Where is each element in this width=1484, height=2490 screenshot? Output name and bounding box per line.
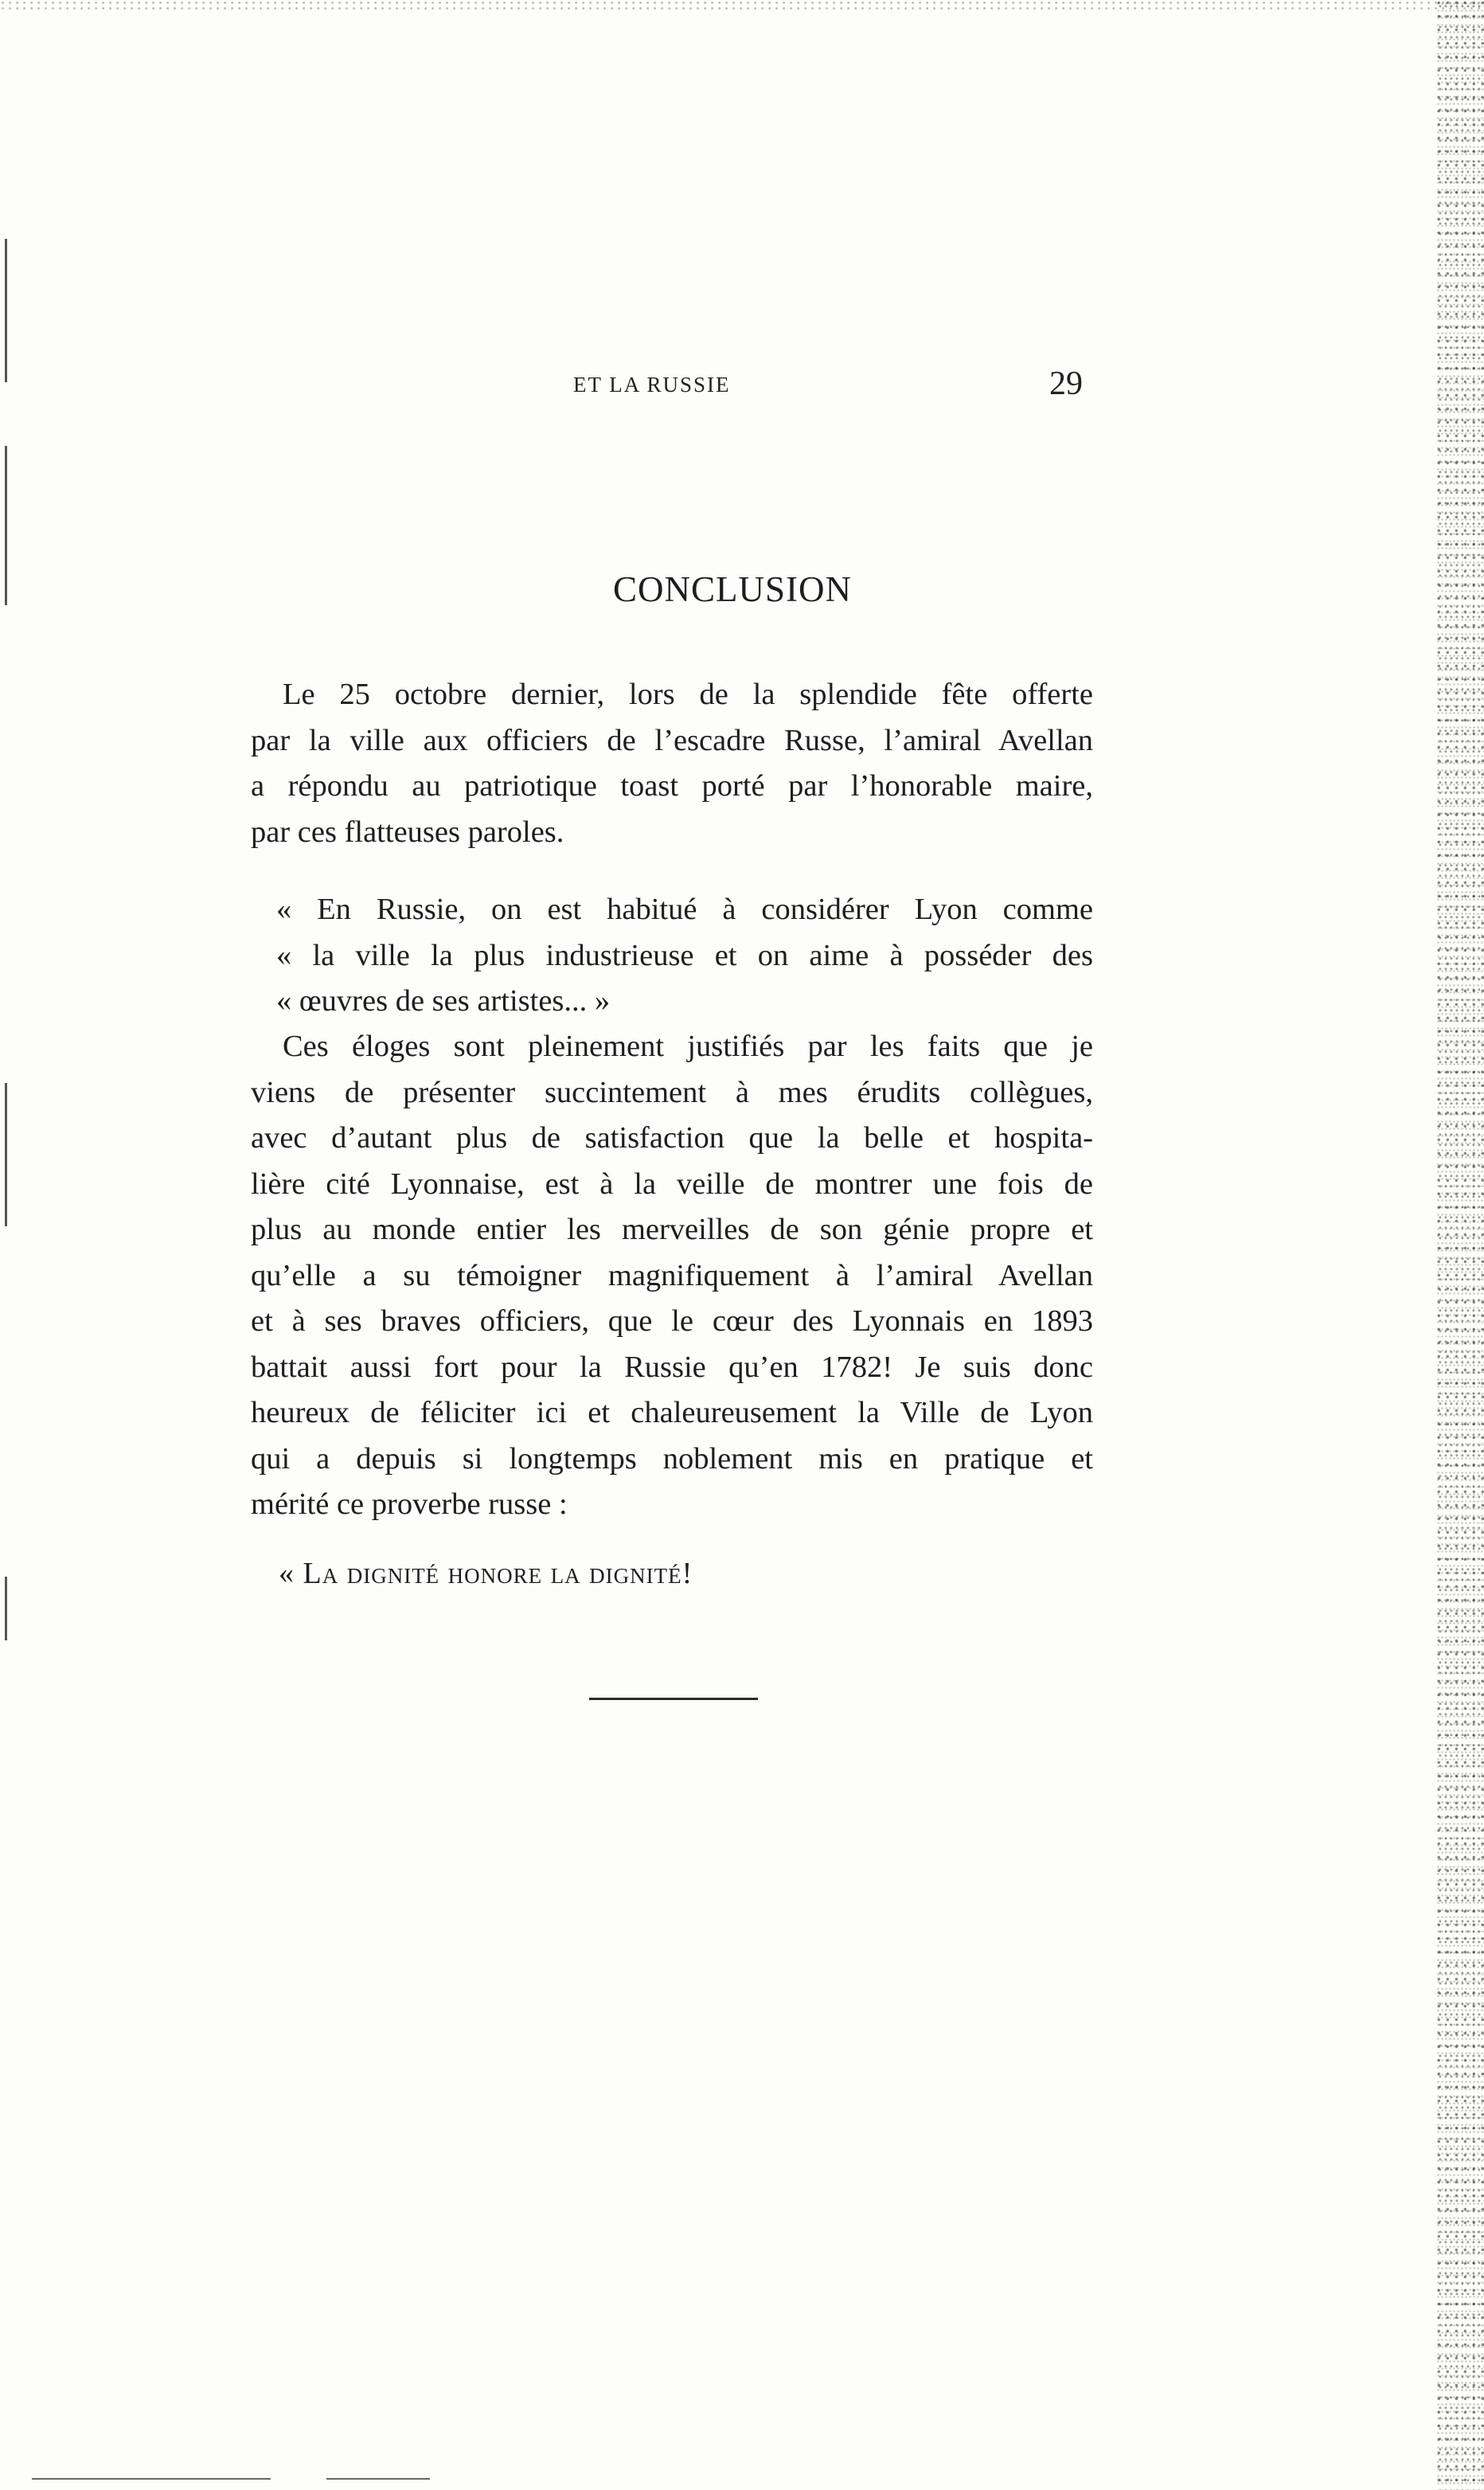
section-title-text: CONCLUSION <box>612 569 853 609</box>
running-head: ET LA RUSSIE <box>573 373 731 397</box>
scan-edge-top <box>0 0 1484 11</box>
end-rule-divider <box>589 1698 758 1700</box>
proverb-quote: « La dignité honore la dignité! <box>279 1557 693 1590</box>
scan-bottom-rule <box>326 2478 430 2480</box>
text-line: viens de présenter succintement à mes érudits collègues, <box>251 1075 1093 1109</box>
text-line: lière cité Lyonnaise, est à la veille de montrer une fois de <box>251 1167 1093 1201</box>
text-line: battait aussi fort pour la Russie qu’en 1782! Je suis donc <box>251 1350 1093 1384</box>
scan-edge-left-mark <box>5 1083 7 1226</box>
text-line: qu’elle a su témoigner magnifiquement à l’amiral Avellan <box>251 1258 1093 1292</box>
scan-edge-left-mark <box>5 1577 7 1640</box>
text-line: plus au monde entier les merveilles de son génie propre et <box>251 1213 1093 1246</box>
scan-bottom-rule <box>32 2478 271 2480</box>
scan-edge-right <box>1436 0 1484 2490</box>
text-line: Le 25 octobre dernier, lors de la splendide fête offerte <box>283 678 1093 711</box>
text-line: mérité ce proverbe russe : <box>251 1487 568 1521</box>
text-line: et à ses braves officiers, que le cœur des Lyonnais en 1893 <box>251 1304 1093 1338</box>
paragraph-body <box>251 1024 1093 1528</box>
text-line: « En Russie, on est habitué à considérer Lyon comme <box>276 893 1093 926</box>
text-line: par la ville aux officiers de l’escadre Russe, l’amiral Avellan <box>251 723 1093 757</box>
text-line: a répondu au patriotique toast porté par l’honorable maire, <box>251 769 1093 803</box>
text-line: Ces éloges sont pleinement justifiés par les faits que je <box>283 1030 1093 1063</box>
text-line: avec d’autant plus de satisfaction que la belle et hospita- <box>251 1121 1093 1155</box>
scan-edge-left-mark <box>5 239 7 382</box>
text-line: heureux de féliciter ici et chaleureusement la Ville de Lyon <box>251 1396 1093 1429</box>
page-number: 29 <box>1049 365 1083 402</box>
text-line: par ces flatteuses paroles. <box>251 815 564 849</box>
text-line: « œuvres de ses artistes... » <box>276 984 611 1018</box>
section-title <box>0 569 1345 610</box>
quotation-block <box>251 887 1093 1025</box>
paragraph-intro <box>251 672 1093 855</box>
text-line: qui a depuis si longtemps noblement mis en pratique et <box>251 1441 1093 1476</box>
text-line: « la ville la plus industrieuse et on aime à posséder des <box>276 938 1093 972</box>
